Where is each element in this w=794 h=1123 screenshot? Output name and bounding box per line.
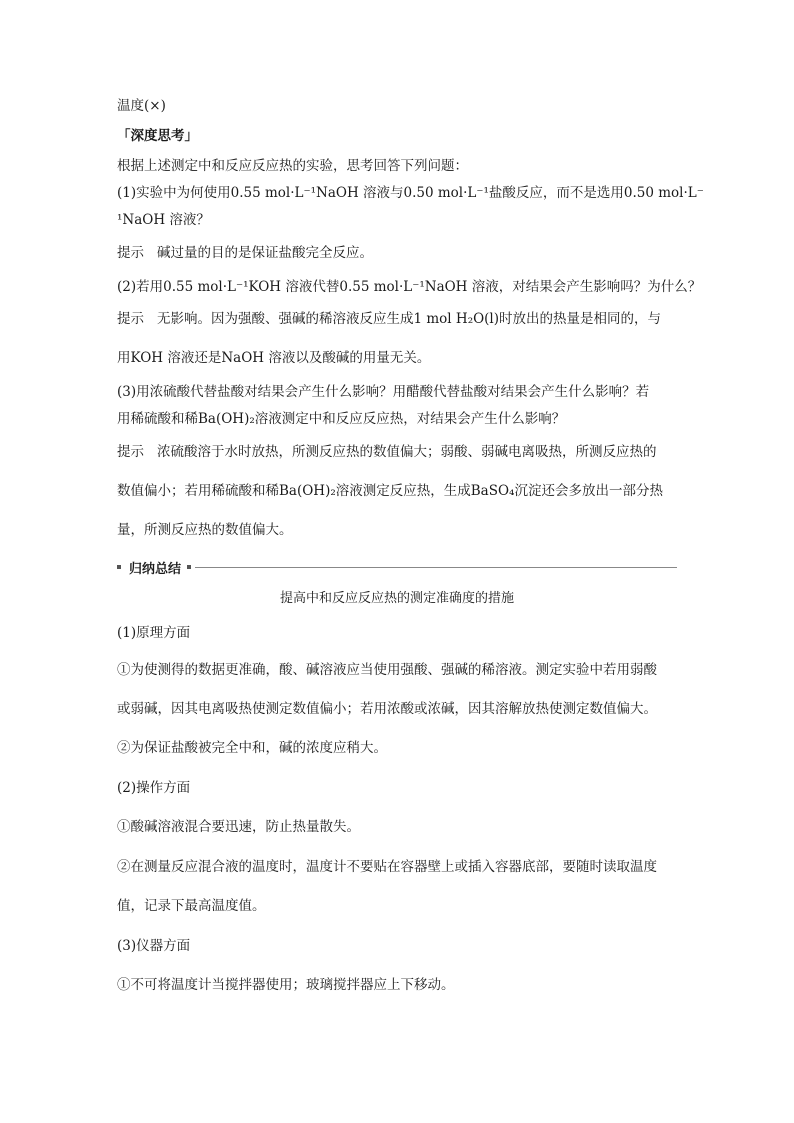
answer-2-line-2: 用KOH 溶液还是NaOH 溶液以及酸碱的用量无关。 bbox=[117, 350, 431, 366]
tip-label: 提示 bbox=[117, 444, 144, 460]
answer-3-line-3: 量，所测反应热的数值偏大。 bbox=[117, 522, 293, 538]
section-3-heading: (3)仪器方面 bbox=[117, 938, 191, 954]
tip-label: 提示 bbox=[117, 245, 144, 261]
answer-3-text: 浓硫酸溶于水时放热，所测反应热的数值偏大；弱酸、弱碱电离吸热，所测反应热的 bbox=[157, 444, 657, 460]
question-3-line-1: (3)用浓硫酸代替盐酸对结果会产生什么影响？用醋酸代替盐酸对结果会产生什么影响？若 bbox=[117, 384, 650, 400]
question-3-line-2: 用稀硫酸和稀Ba(OH)₂溶液测定中和反应反应热，对结果会产生什么影响？ bbox=[117, 411, 566, 427]
section-1-item-2: ②为保证盐酸被完全中和，碱的浓度应稍大。 bbox=[117, 740, 387, 756]
top-line: 温度(×) bbox=[117, 98, 166, 114]
summary-header bbox=[117, 558, 677, 576]
section-2-item-2-line-1: ②在测量反应混合液的温度时，温度计不要贴在容器壁上或插入容器底部，要随时读取温度 bbox=[117, 859, 657, 875]
divider bbox=[195, 567, 677, 568]
answer-1 bbox=[117, 244, 373, 262]
bullet-icon bbox=[187, 565, 191, 569]
answer-2-line-1 bbox=[117, 310, 661, 328]
bullet-icon bbox=[117, 565, 121, 569]
answer-2-text: 无影响。因为强酸、强碱的稀溶液反应生成1 mol H₂O(l)时放出的热量是相同的，与 bbox=[157, 311, 662, 327]
section-2-item-2-line-2: 值，记录下最高温度值。 bbox=[117, 898, 266, 914]
summary-label: 归纳总结 bbox=[129, 561, 182, 577]
intro-text: 根据上述测定中和反应反应热的实验，思考回答下列问题： bbox=[117, 158, 468, 174]
section-2-heading: (2)操作方面 bbox=[117, 780, 191, 796]
answer-3-line-1 bbox=[117, 443, 657, 461]
section-1-item-1-line-2: 或弱碱，因其电离吸热使测定数值偏小；若用浓酸或浓碱，因其溶解放热使测定数值偏大。 bbox=[117, 701, 657, 717]
section-2-item-1: ①酸碱溶液混合要迅速，防止热量散失。 bbox=[117, 819, 360, 835]
question-1-line-1: (1)实验中为何使用0.55 mol·L⁻¹NaOH 溶液与0.50 mol·L⁻¹盐酸反应，而不是选用0.50 mol·L⁻ bbox=[117, 185, 704, 201]
deep-think-label: 「深度思考」 bbox=[117, 128, 198, 144]
section-1-item-1-line-1: ①为使测得的数据更准确，酸、碱溶液应当使用强酸、强碱的稀溶液。测定实验中若用弱酸 bbox=[117, 662, 657, 678]
tip-label: 提示 bbox=[117, 311, 144, 327]
question-2: (2)若用0.55 mol·L⁻¹KOH 溶液代替0.55 mol·L⁻¹NaOH 溶液，对结果会产生影响吗？为什么？ bbox=[117, 279, 702, 295]
answer-3-line-2: 数值偏小；若用稀硫酸和稀Ba(OH)₂溶液测定反应热，生成BaSO₄沉淀还会多放出一部分热 bbox=[117, 483, 663, 499]
section-3-item-1: ①不可将温度计当搅拌器使用；玻璃搅拌器应上下移动。 bbox=[117, 977, 455, 993]
section-1-heading: (1)原理方面 bbox=[117, 625, 191, 641]
question-1-line-2: ¹NaOH 溶液？ bbox=[117, 212, 210, 228]
summary-title: 提高中和反应反应热的测定准确度的措施 bbox=[279, 591, 514, 606]
answer-1-text: 碱过量的目的是保证盐酸完全反应。 bbox=[157, 245, 373, 261]
